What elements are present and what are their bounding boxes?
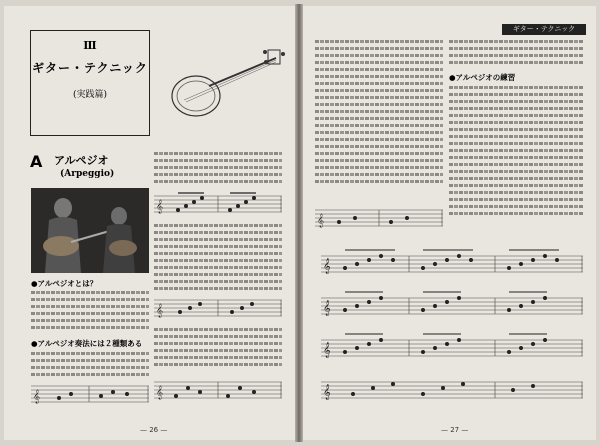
- chapter-title: ギター・テクニック: [32, 61, 148, 75]
- svg-text:𝄞: 𝄞: [323, 259, 331, 274]
- body-text-block: [154, 328, 282, 370]
- svg-text:𝄞: 𝄞: [156, 303, 164, 317]
- chapter-subtitle: (実践篇): [72, 90, 108, 100]
- music-staff: [31, 382, 149, 416]
- body-text-block: [31, 291, 149, 333]
- svg-text:𝄞: 𝄞: [317, 213, 325, 227]
- svg-text:𝄞: 𝄞: [156, 199, 164, 213]
- page-number: — 27 —: [441, 426, 469, 434]
- svg-text:𝄞: 𝄞: [323, 385, 331, 400]
- svg-text:𝄞: 𝄞: [323, 343, 331, 358]
- heading-arpeggio-practice: ●アルペジオの練習: [449, 73, 516, 82]
- section-title: アルペジオ: [54, 154, 109, 167]
- right-page: [303, 6, 596, 440]
- music-staff: [315, 206, 443, 234]
- page-number: — 26 —: [140, 426, 168, 434]
- music-staff: [154, 192, 282, 218]
- heading-what-is-arpeggio: ●アルペジオとは？: [31, 279, 98, 288]
- body-text-block: [315, 40, 443, 187]
- body-text-block: [449, 40, 583, 68]
- body-text-block: [31, 352, 149, 380]
- music-staff: [154, 296, 282, 322]
- heading-two-types: ●アルペジオ奏法には２種類ある: [31, 339, 143, 348]
- chapter-header-box: [30, 30, 150, 136]
- svg-text:𝄞: 𝄞: [33, 389, 41, 403]
- section-subtitle: (Arpeggio): [60, 169, 115, 179]
- svg-text:𝄞: 𝄞: [323, 301, 331, 316]
- body-text-block: [154, 152, 282, 187]
- book-gutter: [295, 4, 303, 442]
- left-page: [4, 6, 295, 440]
- performers-photo: [31, 188, 149, 273]
- music-score: [313, 238, 585, 414]
- section-letter: A: [30, 152, 43, 171]
- body-text-block: [449, 86, 583, 219]
- svg-text:𝄞: 𝄞: [156, 385, 164, 399]
- running-header-tag: ギター・テクニック: [502, 24, 586, 35]
- chapter-numeral: Ⅲ: [83, 39, 97, 52]
- body-text-block: [154, 224, 282, 294]
- banjo-illustration: [154, 44, 289, 124]
- music-staff: [154, 378, 282, 408]
